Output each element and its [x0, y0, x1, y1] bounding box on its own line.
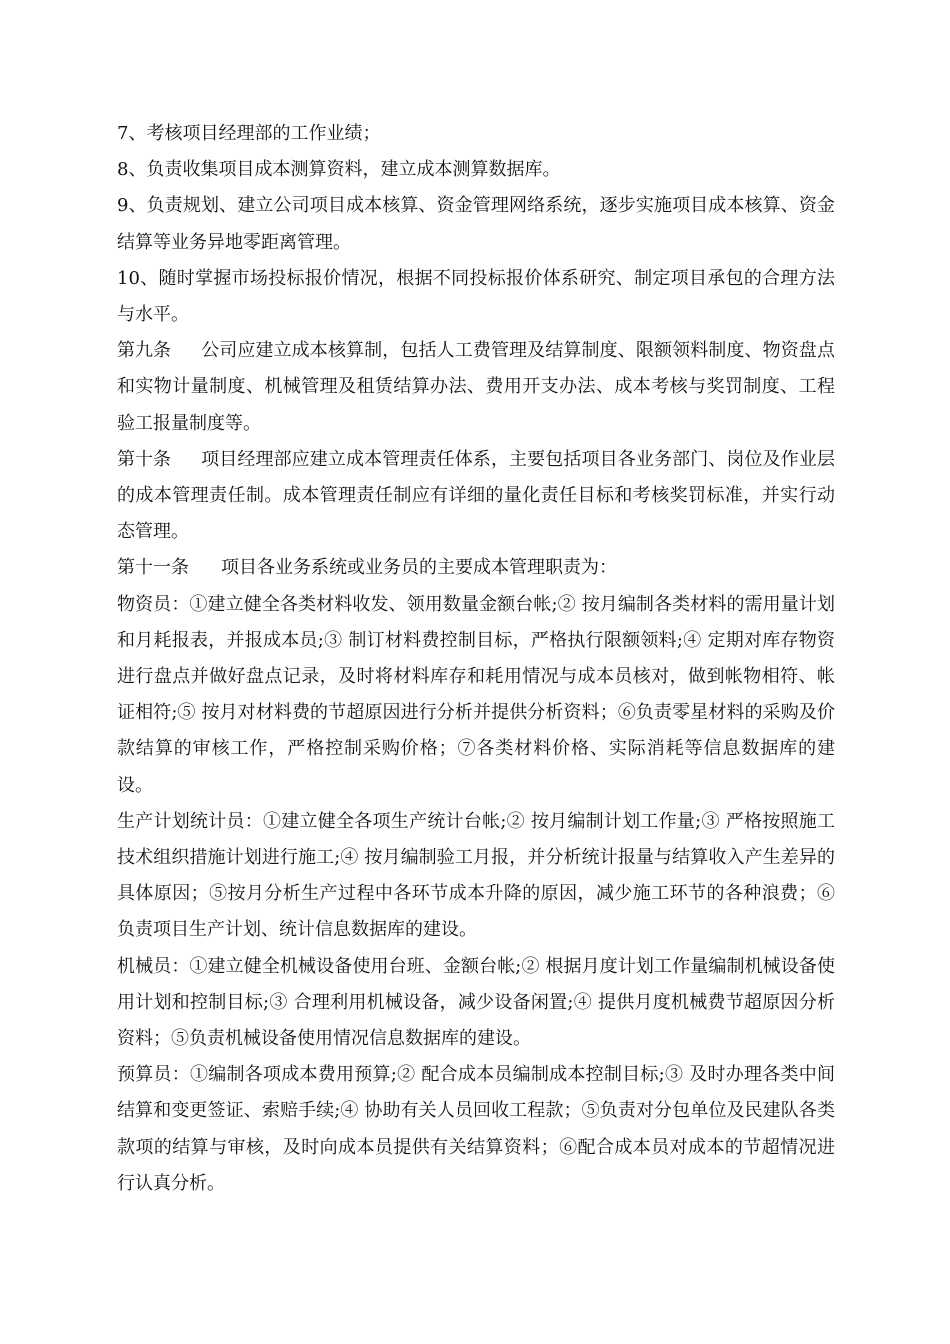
article-11-label: 第十一条 — [117, 557, 189, 579]
article-9 — [117, 333, 835, 442]
article-10-text: 项目经理部应建立成本管理责任体系，主要包括项目各业务部门、岗位及作业层的成本管理责任制。成本管理责任制应有详细的量化责任目标和考核奖罚标准，并实行动态管理。 — [117, 448, 835, 543]
duty-production-statistician: 生产计划统计员：①建立健全各项生产统计台帐;② 按月编制计划工作量;③ 严格按照施工技术组织措施计划进行施工;④ 按月编制验工月报，并分析统计报量与结算收入产生差异的具体原因；⑤按月分析生产过程中各环节成本升降的原因，减少施工环节的各种浪费；⑥负责项目生产计划、统计信息数据库的建设。 — [117, 810, 835, 941]
item-7: 7、考核项目经理部的工作业绩； — [117, 123, 381, 144]
item-9: 9、负责规划、建立公司项目成本核算、资金管理网络系统，逐步实施项目成本核算、资金结算等业务异地零距离管理。 — [117, 195, 835, 253]
article-9-label: 第九条 — [117, 340, 171, 362]
duty-machinery-clerk: 机械员：①建立健全机械设备使用台班、金额台帐;② 根据月度计划工作量编制机械设备使用计划和控制目标;③ 合理利用机械设备，减少设备闲置;④ 提供月度机械费节超原因分析资料；⑤负责机械设备使用情况信息数据库的建设。 — [117, 955, 835, 1050]
article-11-text: 项目各业务系统或业务员的主要成本管理职责为： — [221, 557, 617, 579]
article-11 — [117, 550, 835, 586]
duty-budget-clerk: 预算员：①编制各项成本费用预算;② 配合成本员编制成本控制目标;③ 及时办理各类中间结算和变更签证、索赔手续;④ 协助有关人员回收工程款；⑤负责对分包单位及民建队各类款项的结算与审核，及时向成本员提供有关结算资料；⑥配合成本员对成本的节超情况进行认真分析。 — [117, 1064, 835, 1194]
article-10-label: 第十条 — [117, 448, 171, 470]
item-10: 10、随时掌握市场投标报价情况，根据不同投标报价体系研究、制定项目承包的合理方法与水平。 — [117, 267, 835, 326]
duty-material-clerk: 物资员：①建立健全各类材料收发、领用数量金额台帐;② 按月编制各类材料的需用量计划和月耗报表，并报成本员;③ 制订材料费控制目标，严格执行限额领料;④ 定期对库存物资进行盘点并做好盘点记录，及时将材料库存和耗用情况与成本员核对，做到帐物相符、帐证相符;⑤ 按月对材料费的节超原因进行分析并提供分析资料；⑥负责零星材料的采购及价款结算的审核工作，严格控制采购价格；⑦各类材料价格、实际消耗等信息数据库的建设。 — [117, 593, 835, 796]
article-10 — [117, 442, 835, 551]
item-8: 8、负责收集项目成本测算资料，建立成本测算数据库。 — [117, 159, 561, 181]
document-body — [117, 116, 835, 1202]
article-9-text: 公司应建立成本核算制，包括人工费管理及结算制度、限额领料制度、物资盘点和实物计量制度、机械管理及租赁结算办法、费用开支办法、成本考核与奖罚制度、工程验工报量制度等。 — [117, 340, 835, 434]
